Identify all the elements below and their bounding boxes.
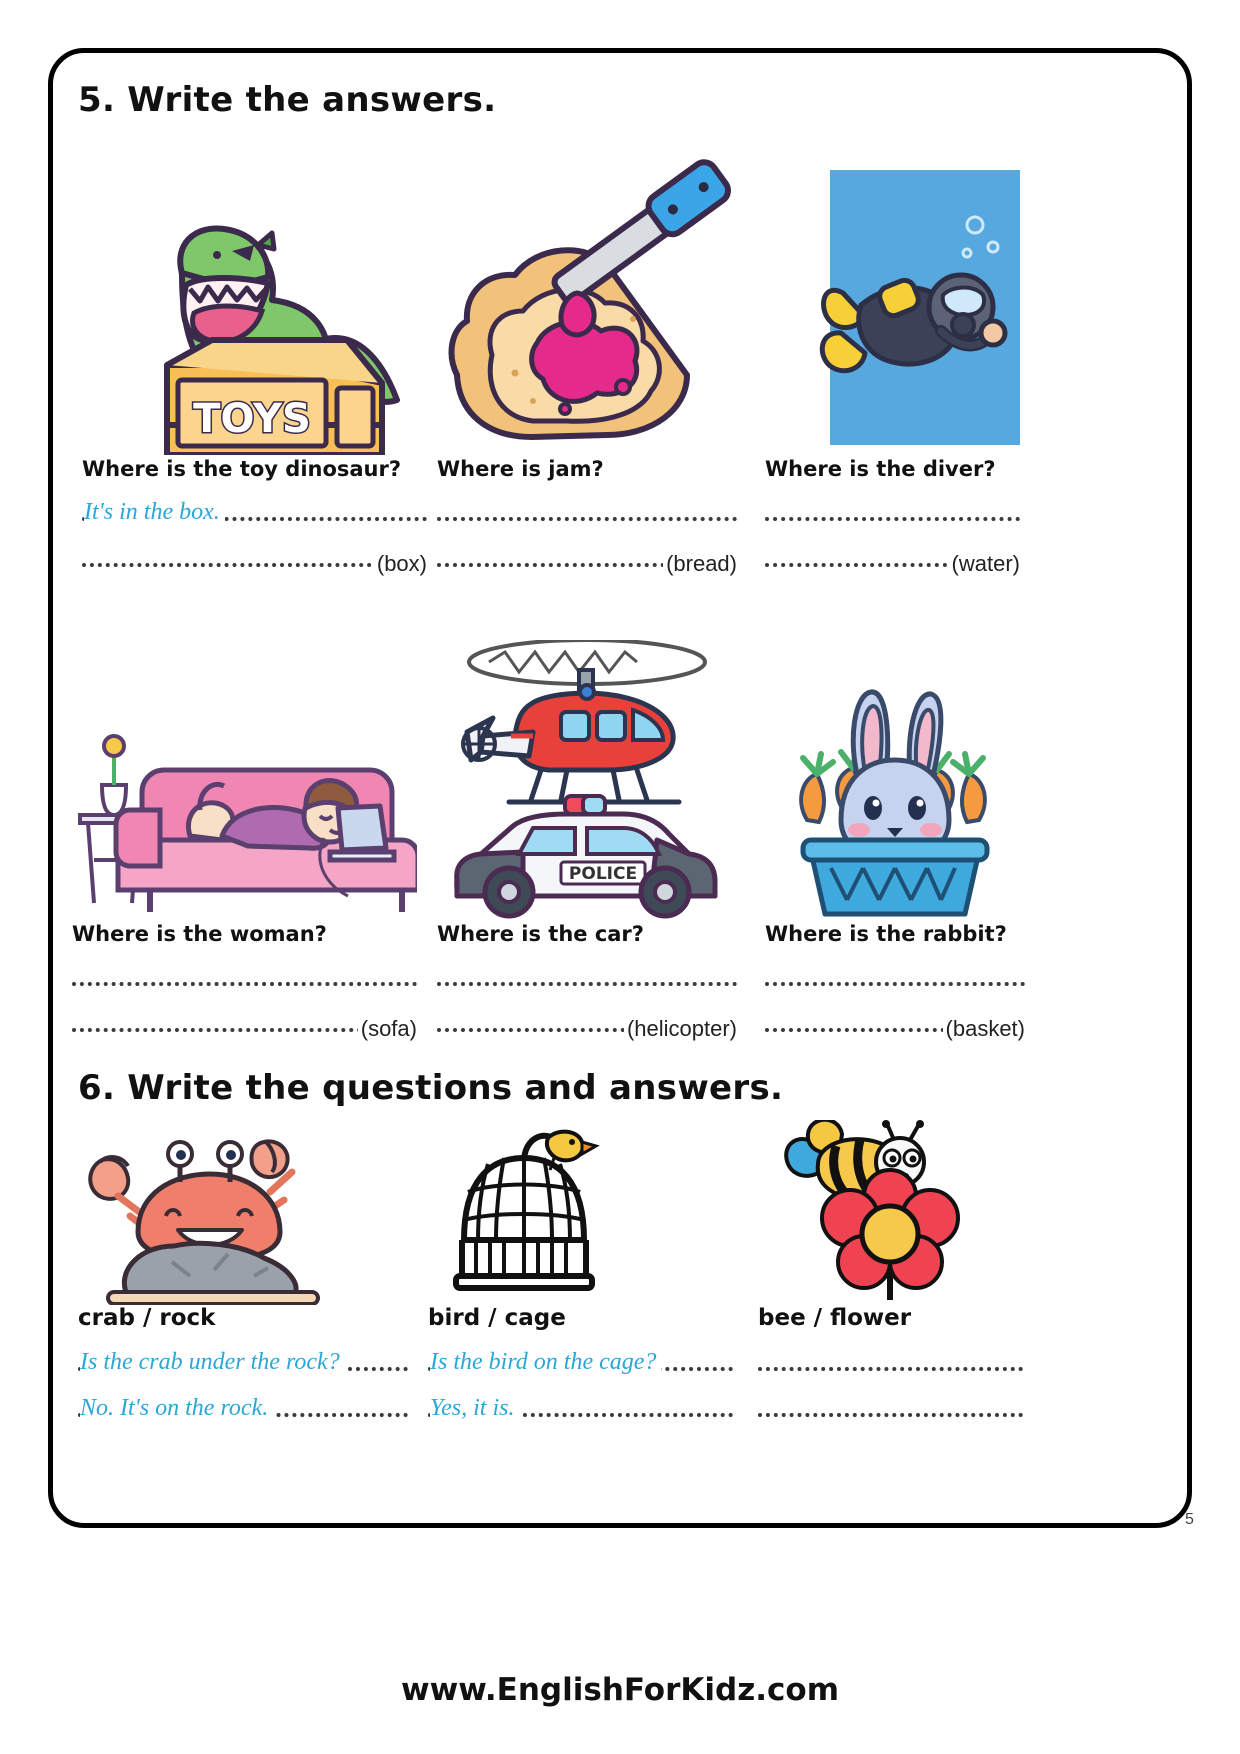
image-bee-on-flower [758, 1120, 1023, 1305]
answer-line-3a[interactable] [765, 487, 1020, 527]
answer-line-2b[interactable] [437, 533, 737, 576]
image-toy-dinosaur-in-box [82, 125, 427, 455]
svg-text:POLICE: POLICE [568, 864, 638, 884]
answer-line-4b[interactable] [72, 998, 417, 1041]
exercise6-item-2 [428, 1120, 733, 1423]
question-label: Where is the toy dinosaur? [82, 457, 402, 481]
answer-line-6a[interactable] [765, 952, 1025, 992]
exercise6-item-3 [758, 1120, 1023, 1423]
exercise6-item-1 [78, 1120, 408, 1423]
answer-line-c1[interactable] [758, 1337, 1023, 1377]
exercise5-item-4 [72, 650, 417, 1041]
image-diver-in-water [765, 125, 1020, 455]
image-jam-on-bread [437, 125, 737, 455]
hint-word: (box) [374, 551, 427, 577]
handwritten-question: Is the bird on the cage? [430, 1349, 661, 1376]
answer-line-b1[interactable] [428, 1337, 733, 1377]
answer-line-5b[interactable] [437, 998, 737, 1041]
hint-word: (water) [949, 551, 1020, 577]
image-rabbit-in-basket [765, 660, 1025, 920]
hint-word: (helicopter) [624, 1016, 737, 1042]
image-woman-on-sofa [72, 650, 417, 920]
question-label: Where is the diver? [765, 457, 996, 481]
exercise5-item-2 [437, 125, 737, 576]
answer-line-2a[interactable] [437, 487, 737, 527]
handwritten-answer: It's in the box. [84, 499, 225, 526]
answer-line-a1[interactable] [78, 1337, 408, 1377]
question-label: Where is jam? [437, 457, 604, 481]
section-6-title: 6. Write the questions and answers. [78, 1068, 784, 1108]
answer-line-a2[interactable] [78, 1383, 408, 1423]
answer-line-4a[interactable] [72, 952, 417, 992]
handwritten-question: Is the crab under the rock? [80, 1349, 345, 1376]
section-5-title: 5. Write the answers. [78, 80, 497, 120]
question-label: Where is the car? [437, 922, 644, 946]
answer-line-b2[interactable] [428, 1383, 733, 1423]
hint-word: (bread) [663, 551, 737, 577]
handwritten-answer: Yes, it is. [430, 1395, 519, 1422]
answer-line-1b[interactable] [82, 533, 427, 576]
page-number: 5 [1185, 1511, 1194, 1528]
question-label: Where is the rabbit? [765, 922, 1007, 946]
hint-word: (sofa) [358, 1016, 417, 1042]
pair-label: crab / rock [78, 1305, 216, 1331]
exercise5-item-5 [437, 640, 737, 1041]
question-label: Where is the woman? [72, 922, 327, 946]
pair-label: bee / flower [758, 1305, 912, 1331]
answer-line-5a[interactable] [437, 952, 737, 992]
exercise5-item-1 [82, 125, 427, 576]
image-crab-on-rock [78, 1120, 408, 1305]
svg-text:TOYS: TOYS [193, 396, 311, 442]
site-footer: www.EnglishForKidz.com [400, 1672, 840, 1708]
exercise5-item-3 [765, 125, 1020, 576]
exercise5-item-6 [765, 660, 1025, 1041]
answer-line-6b[interactable] [765, 998, 1025, 1041]
answer-line-3b[interactable] [765, 533, 1020, 576]
answer-line-c2[interactable] [758, 1383, 1023, 1423]
handwritten-answer: No. It's on the rock. [80, 1395, 273, 1422]
image-bird-on-cage [428, 1120, 733, 1305]
answer-line-1a[interactable] [82, 487, 427, 527]
hint-word: (basket) [943, 1016, 1025, 1042]
image-police-car-under-helicopter [437, 640, 737, 920]
pair-label: bird / cage [428, 1305, 566, 1331]
